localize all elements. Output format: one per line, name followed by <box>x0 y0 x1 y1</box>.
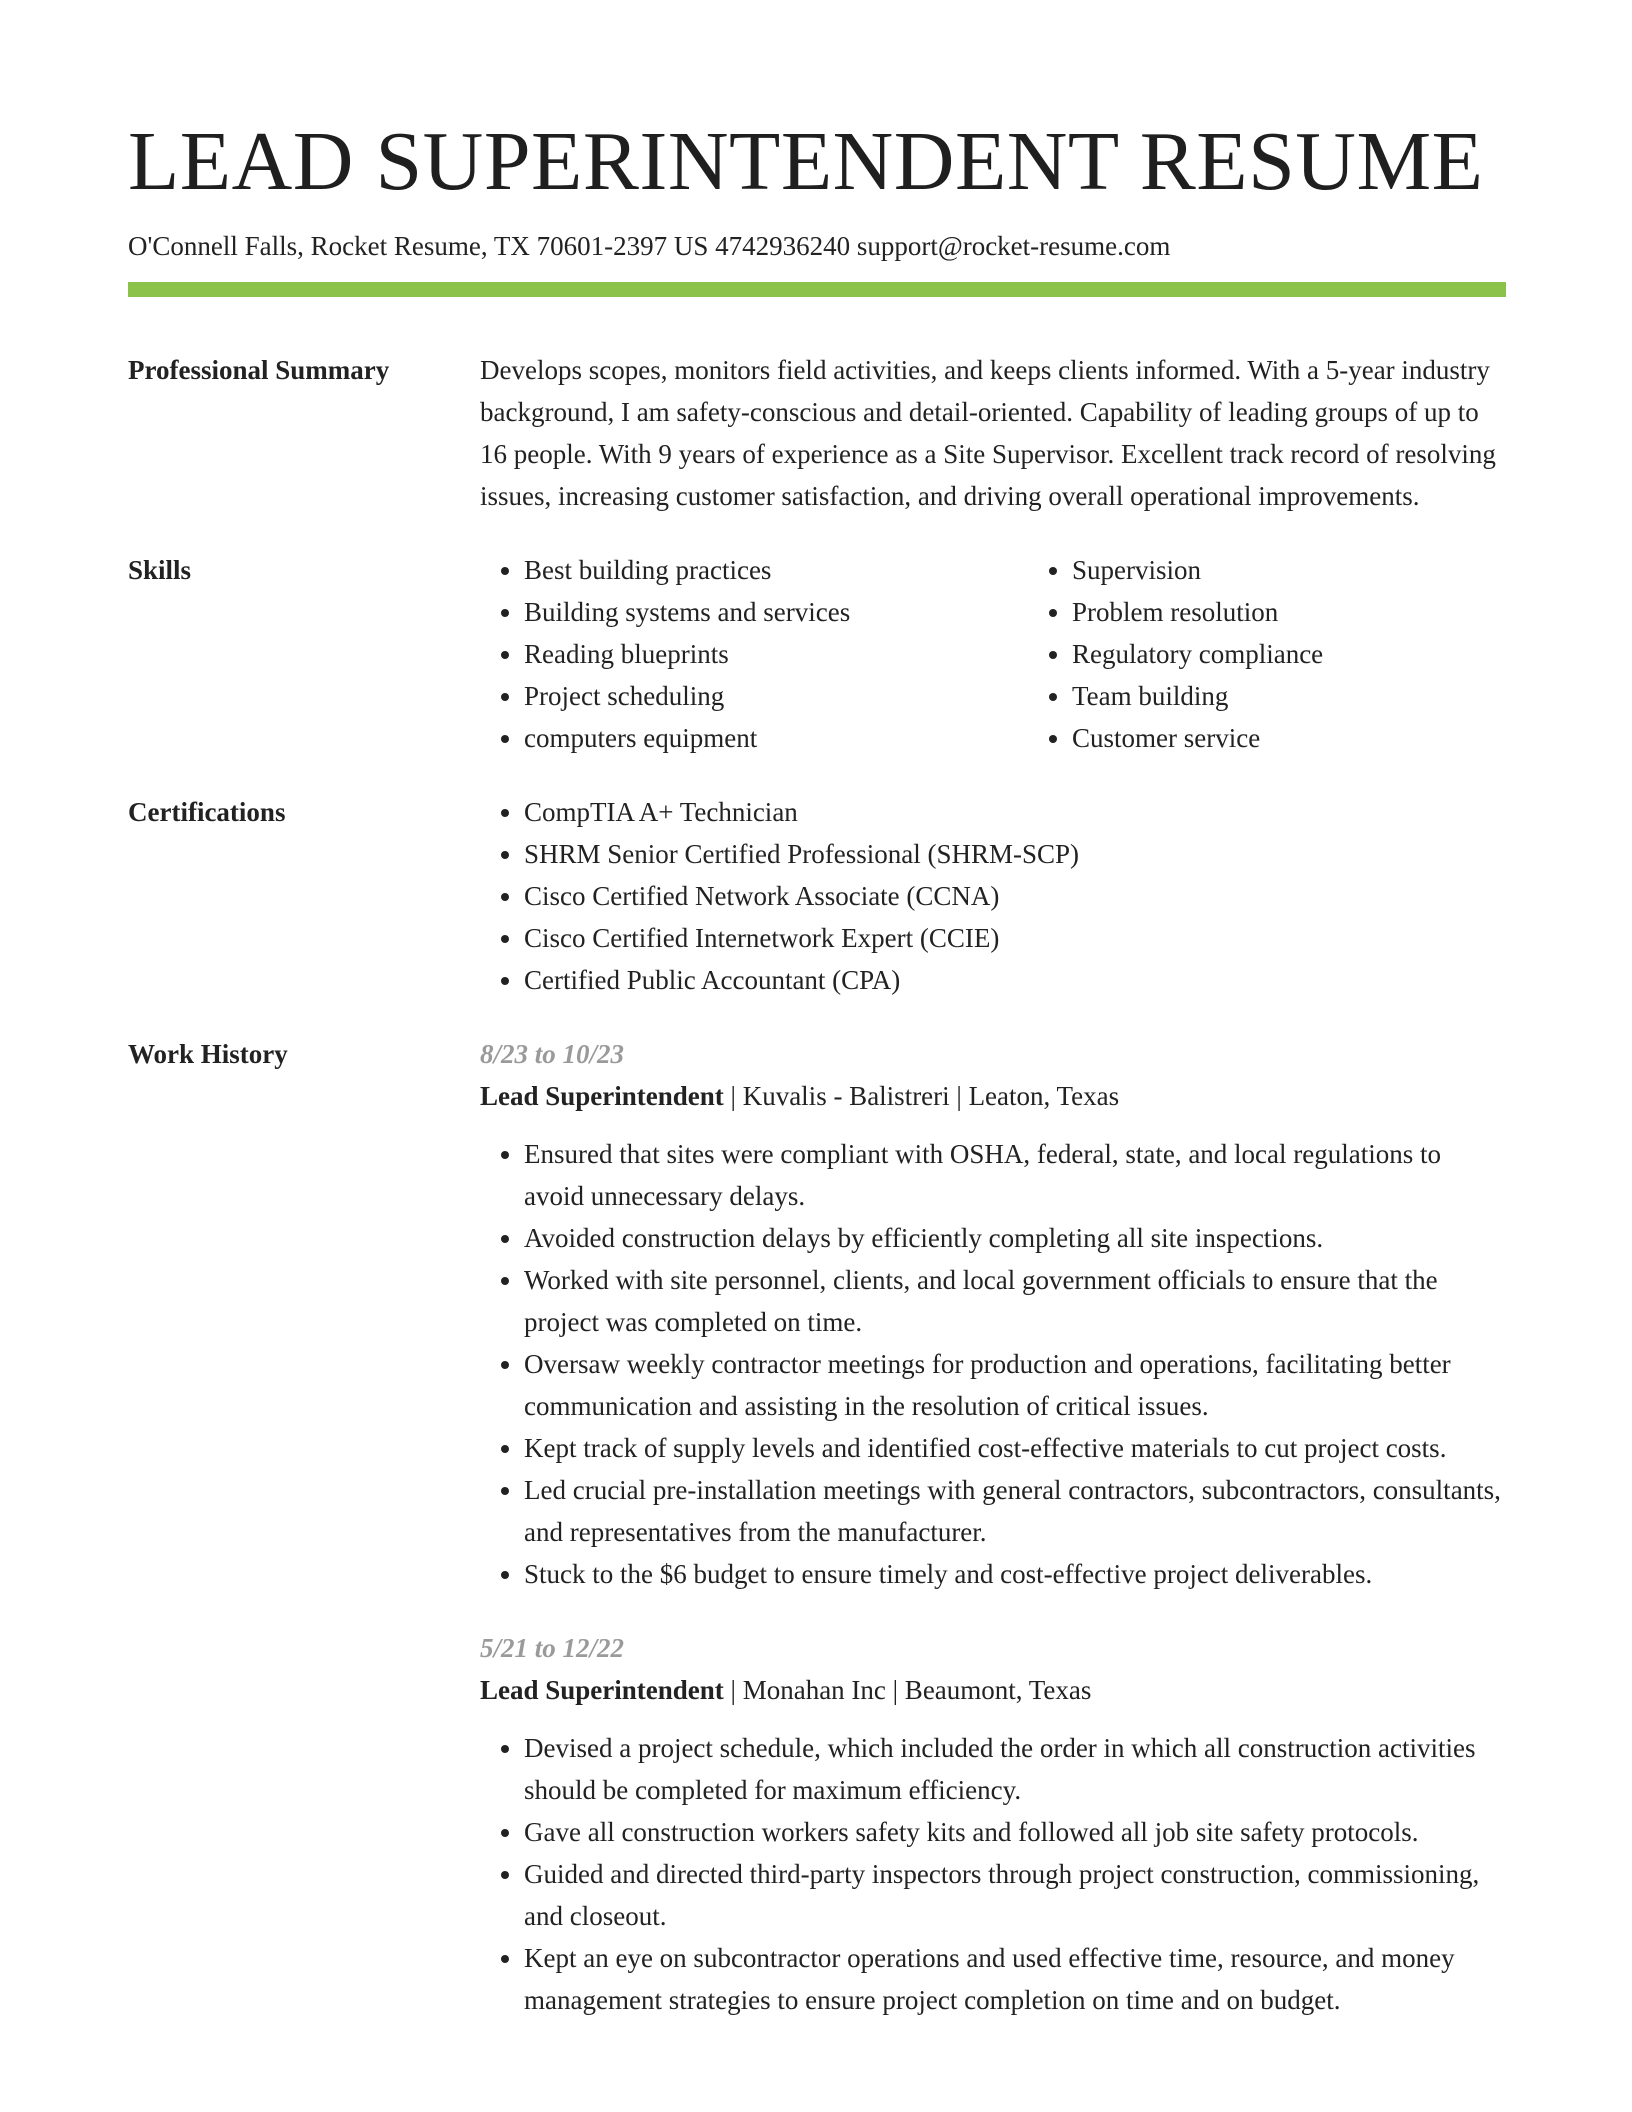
job-header <box>480 1075 1506 1117</box>
certification-item: • Cisco Certified Network Associate (CCNA) <box>524 875 1506 917</box>
contact-phone: 4742936240 <box>715 231 851 261</box>
skill-item: • Customer service <box>1072 717 1576 759</box>
skill-item: • Team building <box>1072 675 1576 717</box>
job-title: Lead Superintendent <box>480 1081 724 1112</box>
skill-item: • Reading blueprints <box>524 633 1028 675</box>
certification-item: • Certified Public Accountant (CPA) <box>524 959 1506 1001</box>
section-label-skills: Skills <box>128 555 192 586</box>
job-bullet: • Oversaw weekly contractor meetings for production and operations, facilitating better communication and assisting in the resolution of critical issues. <box>524 1343 1506 1427</box>
skills-columns <box>480 549 1576 759</box>
certification-item: • CompTIA A+ Technician <box>524 791 1506 833</box>
skill-item: • Problem resolution <box>1072 591 1576 633</box>
job-bullet: • Guided and directed third-party inspectors through project construction, commissioning, and closeout. <box>524 1853 1506 1937</box>
summary-text: Develops scopes, monitors field activities, and keeps clients informed. With a 5-year industry background, I am safety-conscious and detail-oriented. Capability of leading groups of up to 16 people. With 9 years of experience as a Site Supervisor. Excellent track record of resolving issues, increasing customer satisfaction, and driving overall operational improvements. <box>480 355 1496 512</box>
job-dates: 8/23 to 10/23 <box>480 1039 625 1070</box>
section-skills <box>128 549 1506 759</box>
job-bullets <box>480 1133 1506 1595</box>
job-bullet: • Kept track of supply levels and identified cost-effective materials to cut project costs. <box>524 1427 1506 1469</box>
section-work-history <box>128 1033 1506 2021</box>
skill-item: • Building systems and services <box>524 591 1028 633</box>
skill-item: • Best building practices <box>524 549 1028 591</box>
job-header <box>480 1669 1506 1711</box>
contact-address: O'Connell Falls, Rocket Resume, TX 70601-2397 US <box>128 231 709 261</box>
skill-item: • Regulatory compliance <box>1072 633 1576 675</box>
contact-email: support@rocket-resume.com <box>856 231 1171 261</box>
job-bullet: • Ensured that sites were compliant with OSHA, federal, state, and local regulations to avoid unnecessary delays. <box>524 1133 1506 1217</box>
job-bullet: • Stuck to the $6 budget to ensure timely and cost-effective project deliverables. <box>524 1553 1506 1595</box>
certification-item: • SHRM Senior Certified Professional (SHRM-SCP) <box>524 833 1506 875</box>
work-content <box>480 1033 1506 2021</box>
section-label-summary: Professional Summary <box>128 355 390 386</box>
job-dates: 5/21 to 12/22 <box>480 1633 625 1664</box>
section-certifications <box>128 791 1506 1001</box>
job-details: | Monahan Inc | Beaumont, Texas <box>723 1675 1092 1706</box>
job-bullet: • Avoided construction delays by efficiently completing all site inspections. <box>524 1217 1506 1259</box>
job-entry <box>480 1627 1506 2021</box>
job-title: Lead Superintendent <box>480 1675 724 1706</box>
skill-item: • Project scheduling <box>524 675 1028 717</box>
job-bullet: • Devised a project schedule, which included the order in which all construction activities should be completed for maximum efficiency. <box>524 1727 1506 1811</box>
skill-item: • Supervision <box>1072 549 1576 591</box>
job-bullets <box>480 1727 1506 2021</box>
contact-line <box>128 230 1506 262</box>
header-divider <box>128 282 1506 297</box>
certifications-content <box>480 791 1506 1001</box>
section-label-work: Work History <box>128 1039 288 1070</box>
resume-title: LEAD SUPERINTENDENT RESUME <box>128 115 1484 208</box>
certifications-list <box>480 791 1506 1001</box>
section-professional-summary <box>128 349 1506 517</box>
job-details: | Kuvalis - Balistreri | Leaton, Texas <box>723 1081 1120 1112</box>
section-label-certifications: Certifications <box>128 797 286 828</box>
job-bullet: • Worked with site personnel, clients, and local government officials to ensure that the project was completed on time. <box>524 1259 1506 1343</box>
job-entry <box>480 1033 1506 1595</box>
skills-list-2 <box>1028 549 1576 759</box>
skills-list-1 <box>480 549 1028 759</box>
certification-item: • Cisco Certified Internetwork Expert (CCIE) <box>524 917 1506 959</box>
resume-page <box>128 115 1506 2021</box>
job-bullet: • Led crucial pre-installation meetings with general contractors, subcontractors, consultants, and representatives from the manufacturer. <box>524 1469 1506 1553</box>
job-bullet: • Kept an eye on subcontractor operations and used effective time, resource, and money management strategies to ensure project completion on time and on budget. <box>524 1937 1506 2021</box>
job-bullet: • Gave all construction workers safety kits and followed all job site safety protocols. <box>524 1811 1506 1853</box>
skill-item: • computers equipment <box>524 717 1028 759</box>
